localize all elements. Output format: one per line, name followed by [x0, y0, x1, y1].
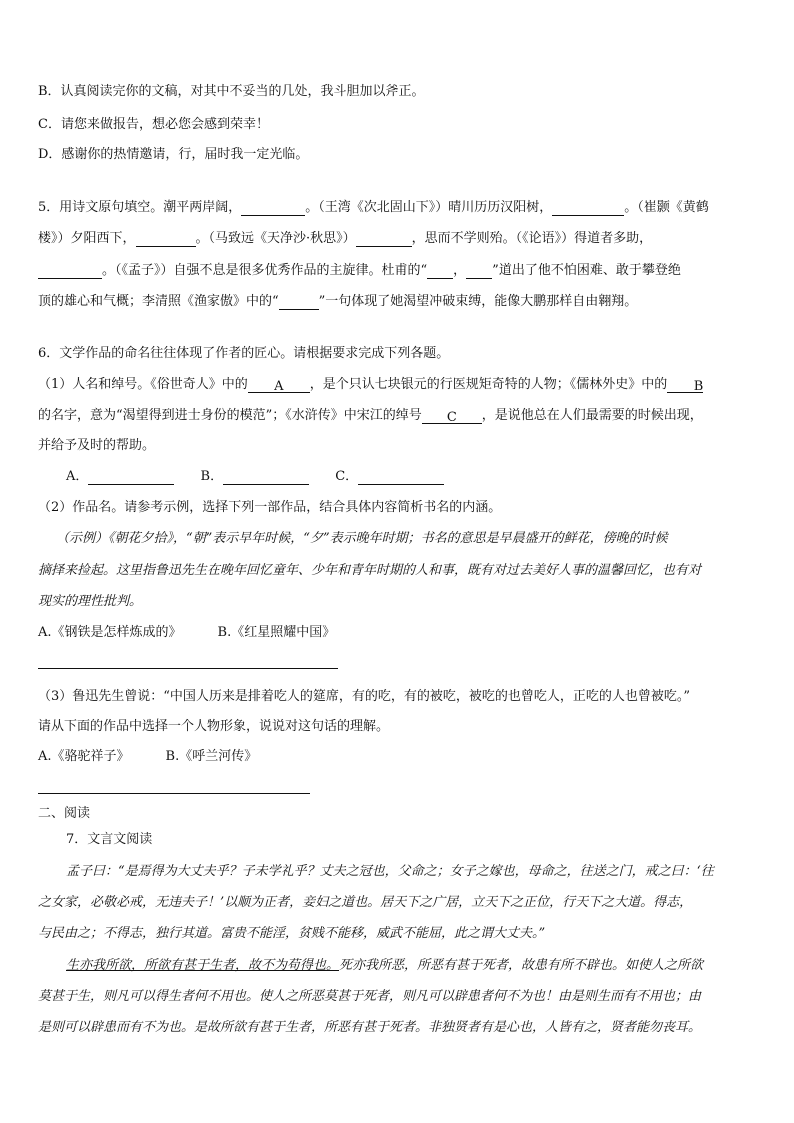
answer-blank[interactable]	[136, 233, 196, 247]
option-b-input[interactable]	[223, 471, 309, 485]
q5-line-4	[38, 294, 760, 310]
q6-text: ，是说他总在人们最需要的时候出现，	[481, 408, 703, 423]
answer-blank-b[interactable]: B	[667, 379, 703, 393]
q6-part1-line1	[38, 377, 760, 393]
classical-text: 死亦我所恶，所恶有甚于死者，故患有所不辟也。如使人之所欲	[339, 958, 704, 973]
q4-option-d: D．感谢你的热情邀请，行，届时我一定光临。	[38, 147, 309, 162]
q6-part3-line2: 请从下面的作品中选择一个人物形象，说说对这句话的理解。	[38, 719, 390, 734]
option-c-label: C．	[335, 469, 359, 484]
q6-part2-title: （2）作品名。请参考示例，选择下列一部作品，结合具体内容简析书名的内涵。	[38, 500, 502, 515]
q6-answer-options	[66, 469, 760, 485]
q5-text: 顶的雄心和气概；李清照《渔家傲》中的“	[38, 294, 279, 309]
answer-blank[interactable]	[279, 296, 319, 310]
q6-part3-works	[38, 749, 760, 765]
classical-text-line-4	[66, 958, 760, 974]
q5-line-2	[38, 231, 760, 247]
q5-text: 。（《孟子》）自强不息是很多优秀作品的主旋律。杜甫的“	[102, 263, 428, 278]
q5-text: 5．用诗文原句填空。潮平两岸阔，	[38, 200, 242, 215]
q5-text: ，思而不学则殆。（《论语》）得道者多助，	[411, 231, 653, 246]
q4-option-b: B．认真阅读完你的文稿，对其中不妥当的几处，我斗胆加以斧正。	[38, 84, 425, 99]
option-b-label: B．	[200, 469, 224, 484]
q6-example-1: （示例）《朝花夕拾》，“朝”表示早年时候，“夕”表示晚年时期；书名的意思是早晨盛开的鲜花，傍晚的时候	[56, 531, 668, 546]
q4-option-c: C．请您来做报告，想必您会感到荣幸！	[38, 117, 269, 132]
q5-text: 。（马致远《天净沙·秋思》）	[195, 231, 356, 246]
classical-text-line-6: 是则可以辟患而有不为也。是故所欲有甚于生者，所恶有甚于死者。非独贤者有是心也，人皆有之，贤者能勿丧耳。	[38, 1020, 702, 1035]
answer-blank[interactable]	[356, 233, 412, 247]
answer-blank-c[interactable]: C	[422, 410, 482, 424]
answer-blank[interactable]	[466, 265, 492, 279]
answer-line[interactable]	[38, 793, 310, 794]
work-option-a: A.《骆驼祥子》	[38, 749, 130, 764]
q6-example-3: 现实的理性批判。	[38, 594, 143, 609]
option-c-input[interactable]	[358, 471, 444, 485]
q6-part1-line2	[38, 408, 760, 424]
answer-blank[interactable]	[427, 265, 453, 279]
work-option-b: B.《呼兰河传》	[165, 749, 258, 764]
q5-text: 。（王湾《次北固山下》）晴川历历汉阳树，	[305, 200, 553, 215]
q5-line-1	[38, 200, 760, 216]
q6-text: （1）人名和绰号。《俗世奇人》中的	[38, 377, 248, 392]
q5-line-3	[38, 263, 760, 279]
section-heading: 二、阅读	[38, 806, 91, 821]
classical-text-line-3: 与民由之；不得志，独行其道。富贵不能淫，贫贱不能移，威武不能屈，此之谓大丈夫。”	[38, 926, 546, 941]
underlined-sentence: 生亦我所欲，所欲有甚于生者，故不为苟得也。	[66, 958, 340, 973]
q5-text: ，	[453, 263, 467, 278]
classical-text-line-5: 莫甚于生，则凡可以得生者何不用也。使人之所恶莫甚于死者，则凡可以辟患者何不为也！由是则生而有不用也；由	[38, 989, 702, 1004]
answer-blank-a[interactable]: A	[248, 379, 310, 393]
work-option-b: B.《红星照耀中国》	[217, 625, 336, 640]
option-a-label: A．	[66, 469, 89, 484]
q5-text: 楼》）夕阳西下，	[38, 231, 136, 246]
q6-part3-line1: （3）鲁迅先生曾说：“中国人历来是排着吃人的筵席，有的吃，有的被吃，被吃的也曾吃人，正吃的人也曾被吃。”	[38, 689, 691, 704]
work-option-a: A.《钢铁是怎样炼成的》	[38, 625, 182, 640]
q7-title: 7．文言文阅读	[66, 832, 153, 847]
q6-text: ，是个只认七块银元的行医规矩奇特的人物；《儒林外史》中的	[309, 377, 668, 392]
answer-line[interactable]	[38, 668, 338, 669]
q5-text: ”道出了他不怕困难、敢于攀登绝	[492, 263, 681, 278]
answer-blank[interactable]	[38, 265, 102, 279]
answer-blank[interactable]	[552, 202, 624, 216]
q6-text: 的名字，意为“渴望得到进士身份的模范”；《水浒传》中宋江的绰号	[38, 408, 422, 423]
q5-text: ”一句体现了她渴望冲破束缚，能像大鹏那样自由翱翔。	[318, 294, 638, 309]
q6-example-2: 摘择来捡起。这里指鲁迅先生在晚年回忆童年、少年和青年时期的人和事，既有对过去美好人事的温馨回忆，也有对	[38, 563, 702, 578]
option-a-input[interactable]	[88, 471, 174, 485]
q6-intro: 6．文学作品的命名往往体现了作者的匠心。请根据要求完成下列各题。	[38, 346, 450, 361]
classical-text-line-1: 孟子曰：“是焉得为大丈夫乎？子未学礼乎？丈夫之冠也，父命之；女子之嫁也，母命之，往送之门，戒之曰：‘往	[66, 864, 714, 879]
answer-blank[interactable]	[241, 202, 305, 216]
q6-part2-works	[38, 625, 760, 641]
q5-text: 。（崔颢《黄鹤	[624, 200, 709, 215]
q6-part1-line3: 并给予及时的帮助。	[38, 438, 156, 453]
classical-text-line-2: 之女家，必敬必戒，无违夫子！’以顺为正者，妾妇之道也。居天下之广居，立天下之正位，行天下之大道。得志，	[38, 895, 693, 910]
